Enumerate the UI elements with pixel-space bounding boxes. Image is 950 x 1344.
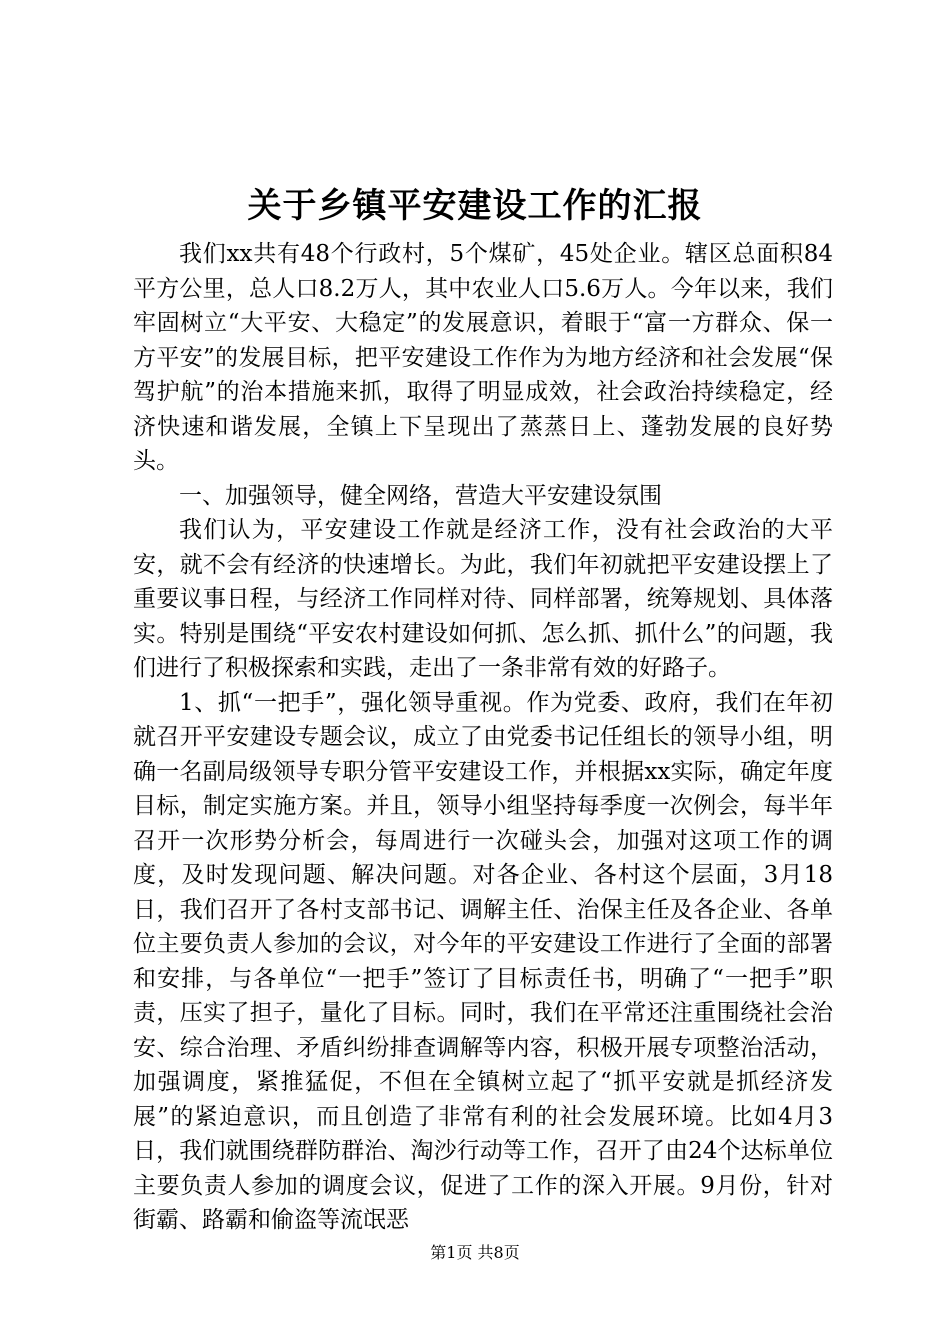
page-number-footer: 第1页 共8页 — [430, 1243, 520, 1262]
body-paragraph: 我们认为，平安建设工作就是经济工作，没有社会政治的大平安，就不会有经济的快速增长。为此，我们年初就把平安建设摆上了重要议事日程，与经济工作同样对待、同样部署，统筹规划、具体落实。特别是围绕“平安农村建设如何抓、怎么抓、抓什么”的问题，我们进行了积极探索和实践，走出了一条非常有效的好路子。 — [133, 517, 833, 681]
document-title: 关于乡镇平安建设工作的汇报 — [247, 186, 703, 226]
section-heading: 一、加强领导，健全网络，营造大平安建设氛围 — [179, 482, 662, 509]
body-paragraph: 1、抓“一把手”，强化领导重视。作为党委、政府，我们在年初就召开平安建设专题会议，成立了由党委书记任组长的领导小组，明确一名副局级领导专职分管平安建设工作，并根据xx实际，确定年度目标，制定实施方案。并且，领导小组坚持每季度一次例会，每半年召开一次形势分析会，每周进行一次碰头会，加强对这项工作的调度，及时发现问题、解决问题。对各企业、各村这个层面，3月18日，我们召开了各村支部书记、调解主任、治保主任及各企业、各单位主要负责人参加的会议，对今年的平安建设工作进行了全面的部署和安排，与各单位“一把手”签订了目标责任书，明确了“一把手”职责，压实了担子，量化了目标。同时，我们在平常还注重围绕社会治安、综合治理、矛盾纠纷排查调解等内容，积极开展专项整治活动，加强调度，紧推猛促，不但在全镇树立起了“抓平安就是抓经济发展”的紧迫意识，而且创造了非常有利的社会发展环境。比如4月3日，我们就围绕群防群治、淘沙行动等工作，召开了由24个达标单位主要负责人参加的调度会议，促进了工作的深入开展。9月份，针对街霸、路霸和偷盗等流氓恶 — [133, 689, 833, 1233]
document-body — [133, 237, 833, 1238]
intro-paragraph: 我们xx共有48个行政村，5个煤矿，45处企业。辖区总面积84平方公里，总人口8.2万人，其中农业人口5.6万人。今年以来，我们牢固树立“大平安、大稳定”的发展意识，着眼于“富一方群众、保一方平安”的发展目标，把平安建设工作作为为地方经济和社会发展“保驾护航”的治本措施来抓，取得了明显成效，社会政治持续稳定，经济快速和谐发展，全镇上下呈现出了蒸蒸日上、蓬勃发展的良好势头。 — [133, 241, 833, 474]
